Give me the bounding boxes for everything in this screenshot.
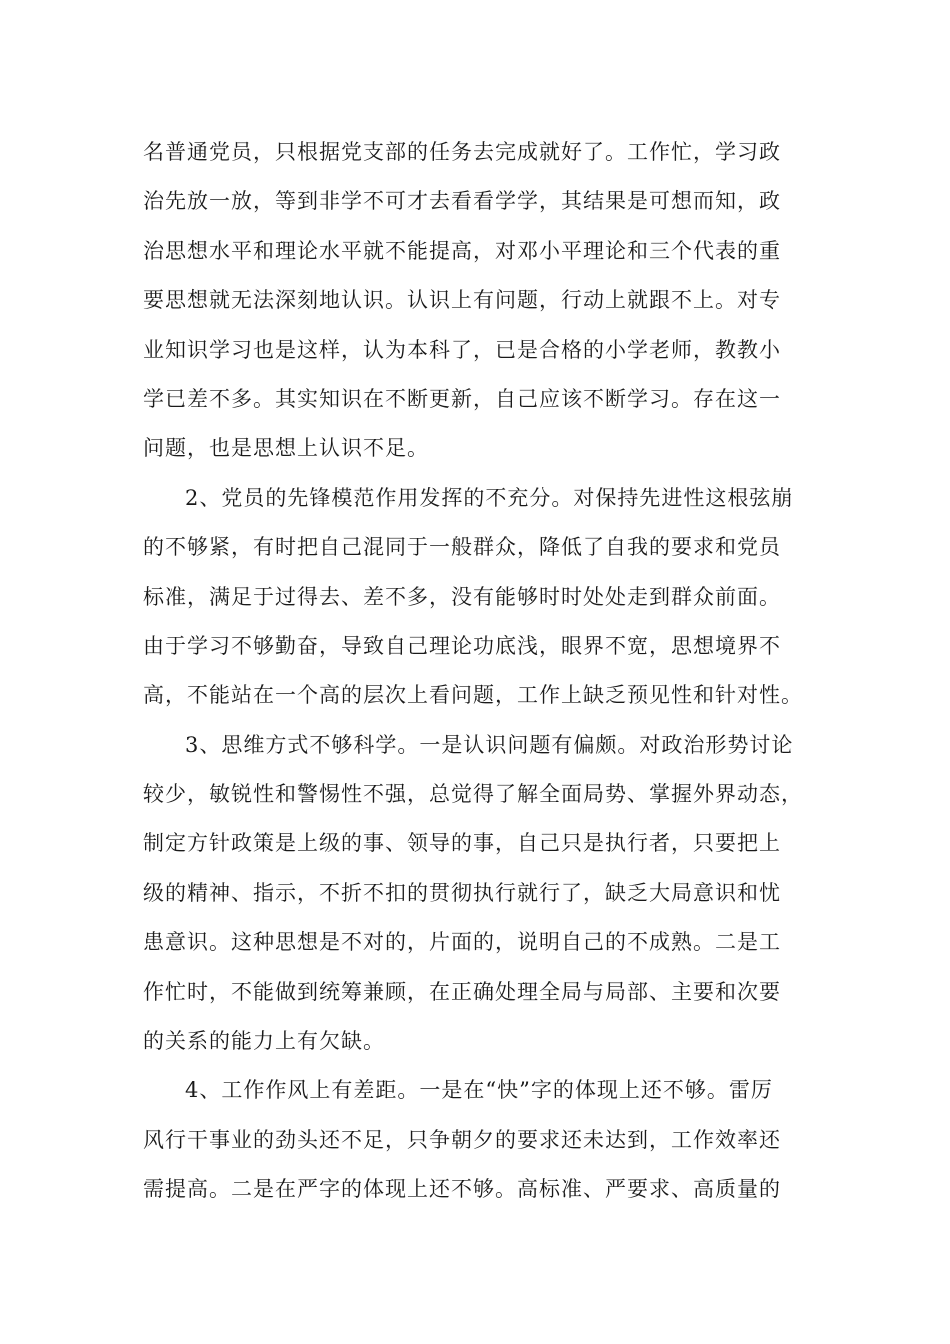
text-line: 业知识学习也是这样，认为本科了，已是合格的小学老师，教教小	[143, 337, 781, 362]
text-line: 需提高。二是在严字的体现上还不够。高标准、严要求、高质量的	[143, 1177, 781, 1202]
text-line: 的不够紧，有时把自己混同于一般群众，降低了自我的要求和党员	[143, 535, 781, 560]
text-line: 学已差不多。其实知识在不断更新，自己应该不断学习。存在这一	[143, 386, 781, 411]
text-line: 风行干事业的劲头还不足，只争朝夕的要求还未达到，工作效率还	[143, 1127, 781, 1152]
text-line: 由于学习不够勤奋，导致自己理论功底浅，眼界不宽，思想境界不	[143, 633, 781, 658]
text-line: 要思想就无法深刻地认识。认识上有问题，行动上就跟不上。对专	[143, 288, 781, 313]
text-line: 治先放一放，等到非学不可才去看看学学，其结果是可想而知，政	[143, 189, 781, 214]
document-body	[143, 128, 833, 1215]
paragraph-heading-4: 4、工作作风上有差距。一是在“快”字的体现上还不够。雷厉	[185, 1078, 773, 1103]
text-line: 名普通党员，只根据党支部的任务去完成就好了。工作忙，学习政	[143, 140, 781, 164]
text-line: 患意识。这种思想是不对的，片面的，说明自己的不成熟。二是工	[143, 930, 781, 955]
paragraph-heading-3: 3、思维方式不够科学。一是认识问题有偏颇。对政治形势讨论	[185, 732, 794, 757]
text-line: 标准，满足于过得去、差不多，没有能够时时处处走到群众前面。	[143, 584, 781, 609]
text-line: 较少，敏锐性和警惕性不强，总觉得了解全面局势、掌握外界动态，	[143, 782, 803, 807]
paragraph-heading-2: 2、党员的先锋模范作用发挥的不充分。对保持先进性这根弦崩	[185, 485, 794, 510]
text-line: 治思想水平和理论水平就不能提高，对邓小平理论和三个代表的重	[143, 238, 781, 263]
text-line: 作忙时，不能做到统筹兼顾，在正确处理全局与局部、主要和次要	[143, 979, 781, 1004]
text-line: 高，不能站在一个高的层次上看问题，工作上缺乏预见性和针对性。	[143, 683, 803, 708]
text-line: 级的精神、指示，不折不扣的贯彻执行就行了，缺乏大局意识和忧	[143, 880, 781, 905]
text-line: 的关系的能力上有欠缺。	[143, 1029, 385, 1054]
text-line: 问题，也是思想上认识不足。	[143, 436, 429, 461]
text-line: 制定方针政策是上级的事、领导的事，自己只是执行者，只要把上	[143, 831, 781, 856]
